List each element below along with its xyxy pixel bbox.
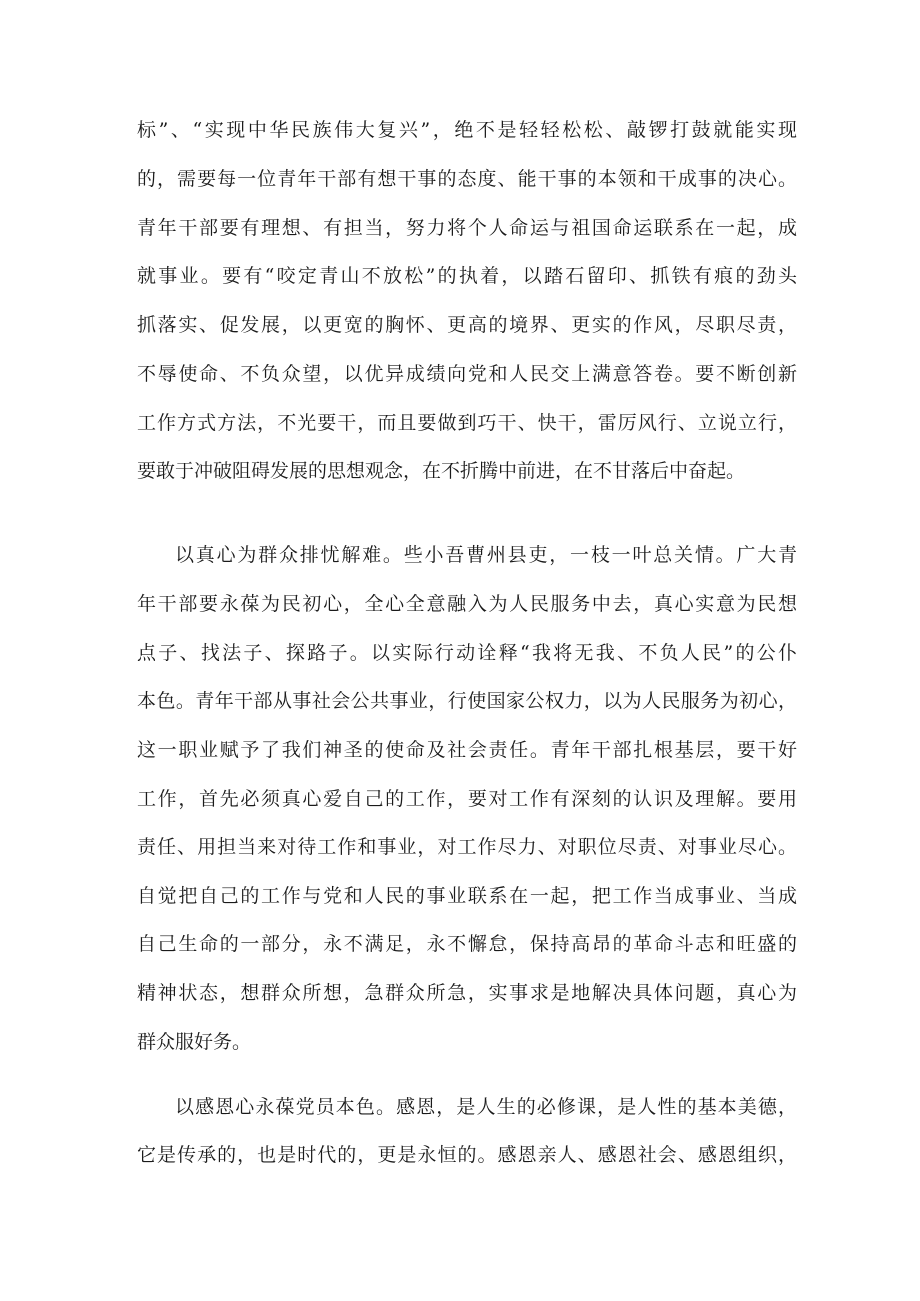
text-line: 青年干部要有理想、有担当，努力将个人命运与祖国命运联系在一起，成	[137, 217, 797, 239]
text-line: 要敢于冲破阻碍发展的思想观念，在不折腾中前进，在不甘落后中奋起。	[137, 460, 746, 482]
text-line: 抓落实、促发展，以更宽的胸怀、更高的境界、更实的作风，尽职尽责，	[137, 314, 797, 336]
text-line: 的，需要每一位青年干部有想干事的态度、能干事的本领和干成事的决心。	[137, 168, 797, 190]
text-line: 自己生命的一部分，永不满足，永不懈怠，保持高昂的革命斗志和旺盛的	[137, 933, 797, 955]
text-line: 点子、找法子、探路子。以实际行动诠释“我将无我、不负人民”的公仆	[137, 642, 797, 664]
text-line: 精神状态，想群众所想，急群众所急，实事求是地解决具体问题，真心为	[137, 982, 797, 1004]
text-line: 就事业。要有“咬定青山不放松”的执着，以踏石留印、抓铁有痕的劲头	[137, 265, 797, 287]
text-line: 群众服好务。	[137, 1031, 252, 1053]
text-line: 不辱使命、不负众望，以优异成绩向党和人民交上满意答卷。要不断创新	[137, 363, 797, 385]
text-line: 工作方式方法，不光要干，而且要做到巧干、快干，雷厉风行、立说立行，	[137, 412, 797, 434]
text-line: 年干部要永葆为民初心，全心全意融入为人民服务中去，真心实意为民想	[137, 593, 797, 615]
text-line: 标”、“实现中华民族伟大复兴”，绝不是轻轻松松、敲锣打鼓就能实现	[137, 119, 797, 141]
text-line: 这一职业赋予了我们神圣的使命及社会责任。青年干部扎根基层，要干好	[137, 739, 797, 761]
text-line: 以感恩心永葆党员本色。感恩，是人生的必修课，是人性的基本美德，	[175, 1096, 797, 1118]
text-line: 它是传承的，也是时代的，更是永恒的。感恩亲人、感恩社会、感恩组织，	[137, 1144, 797, 1166]
text-line: 工作，首先必须真心爱自己的工作，要对工作有深刻的认识及理解。要用	[137, 788, 797, 810]
text-line: 责任、用担当来对待工作和事业，对工作尽力、对职位尽责、对事业尽心。	[137, 836, 797, 858]
text-line: 自觉把自己的工作与党和人民的事业联系在一起，把工作当成事业、当成	[137, 885, 797, 907]
text-line: 以真心为群众排忧解难。些小吾曹州县吏，一枝一叶总关情。广大青	[175, 544, 797, 566]
text-line: 本色。青年干部从事社会公共事业，行使国家公权力，以为人民服务为初心，	[137, 690, 797, 712]
